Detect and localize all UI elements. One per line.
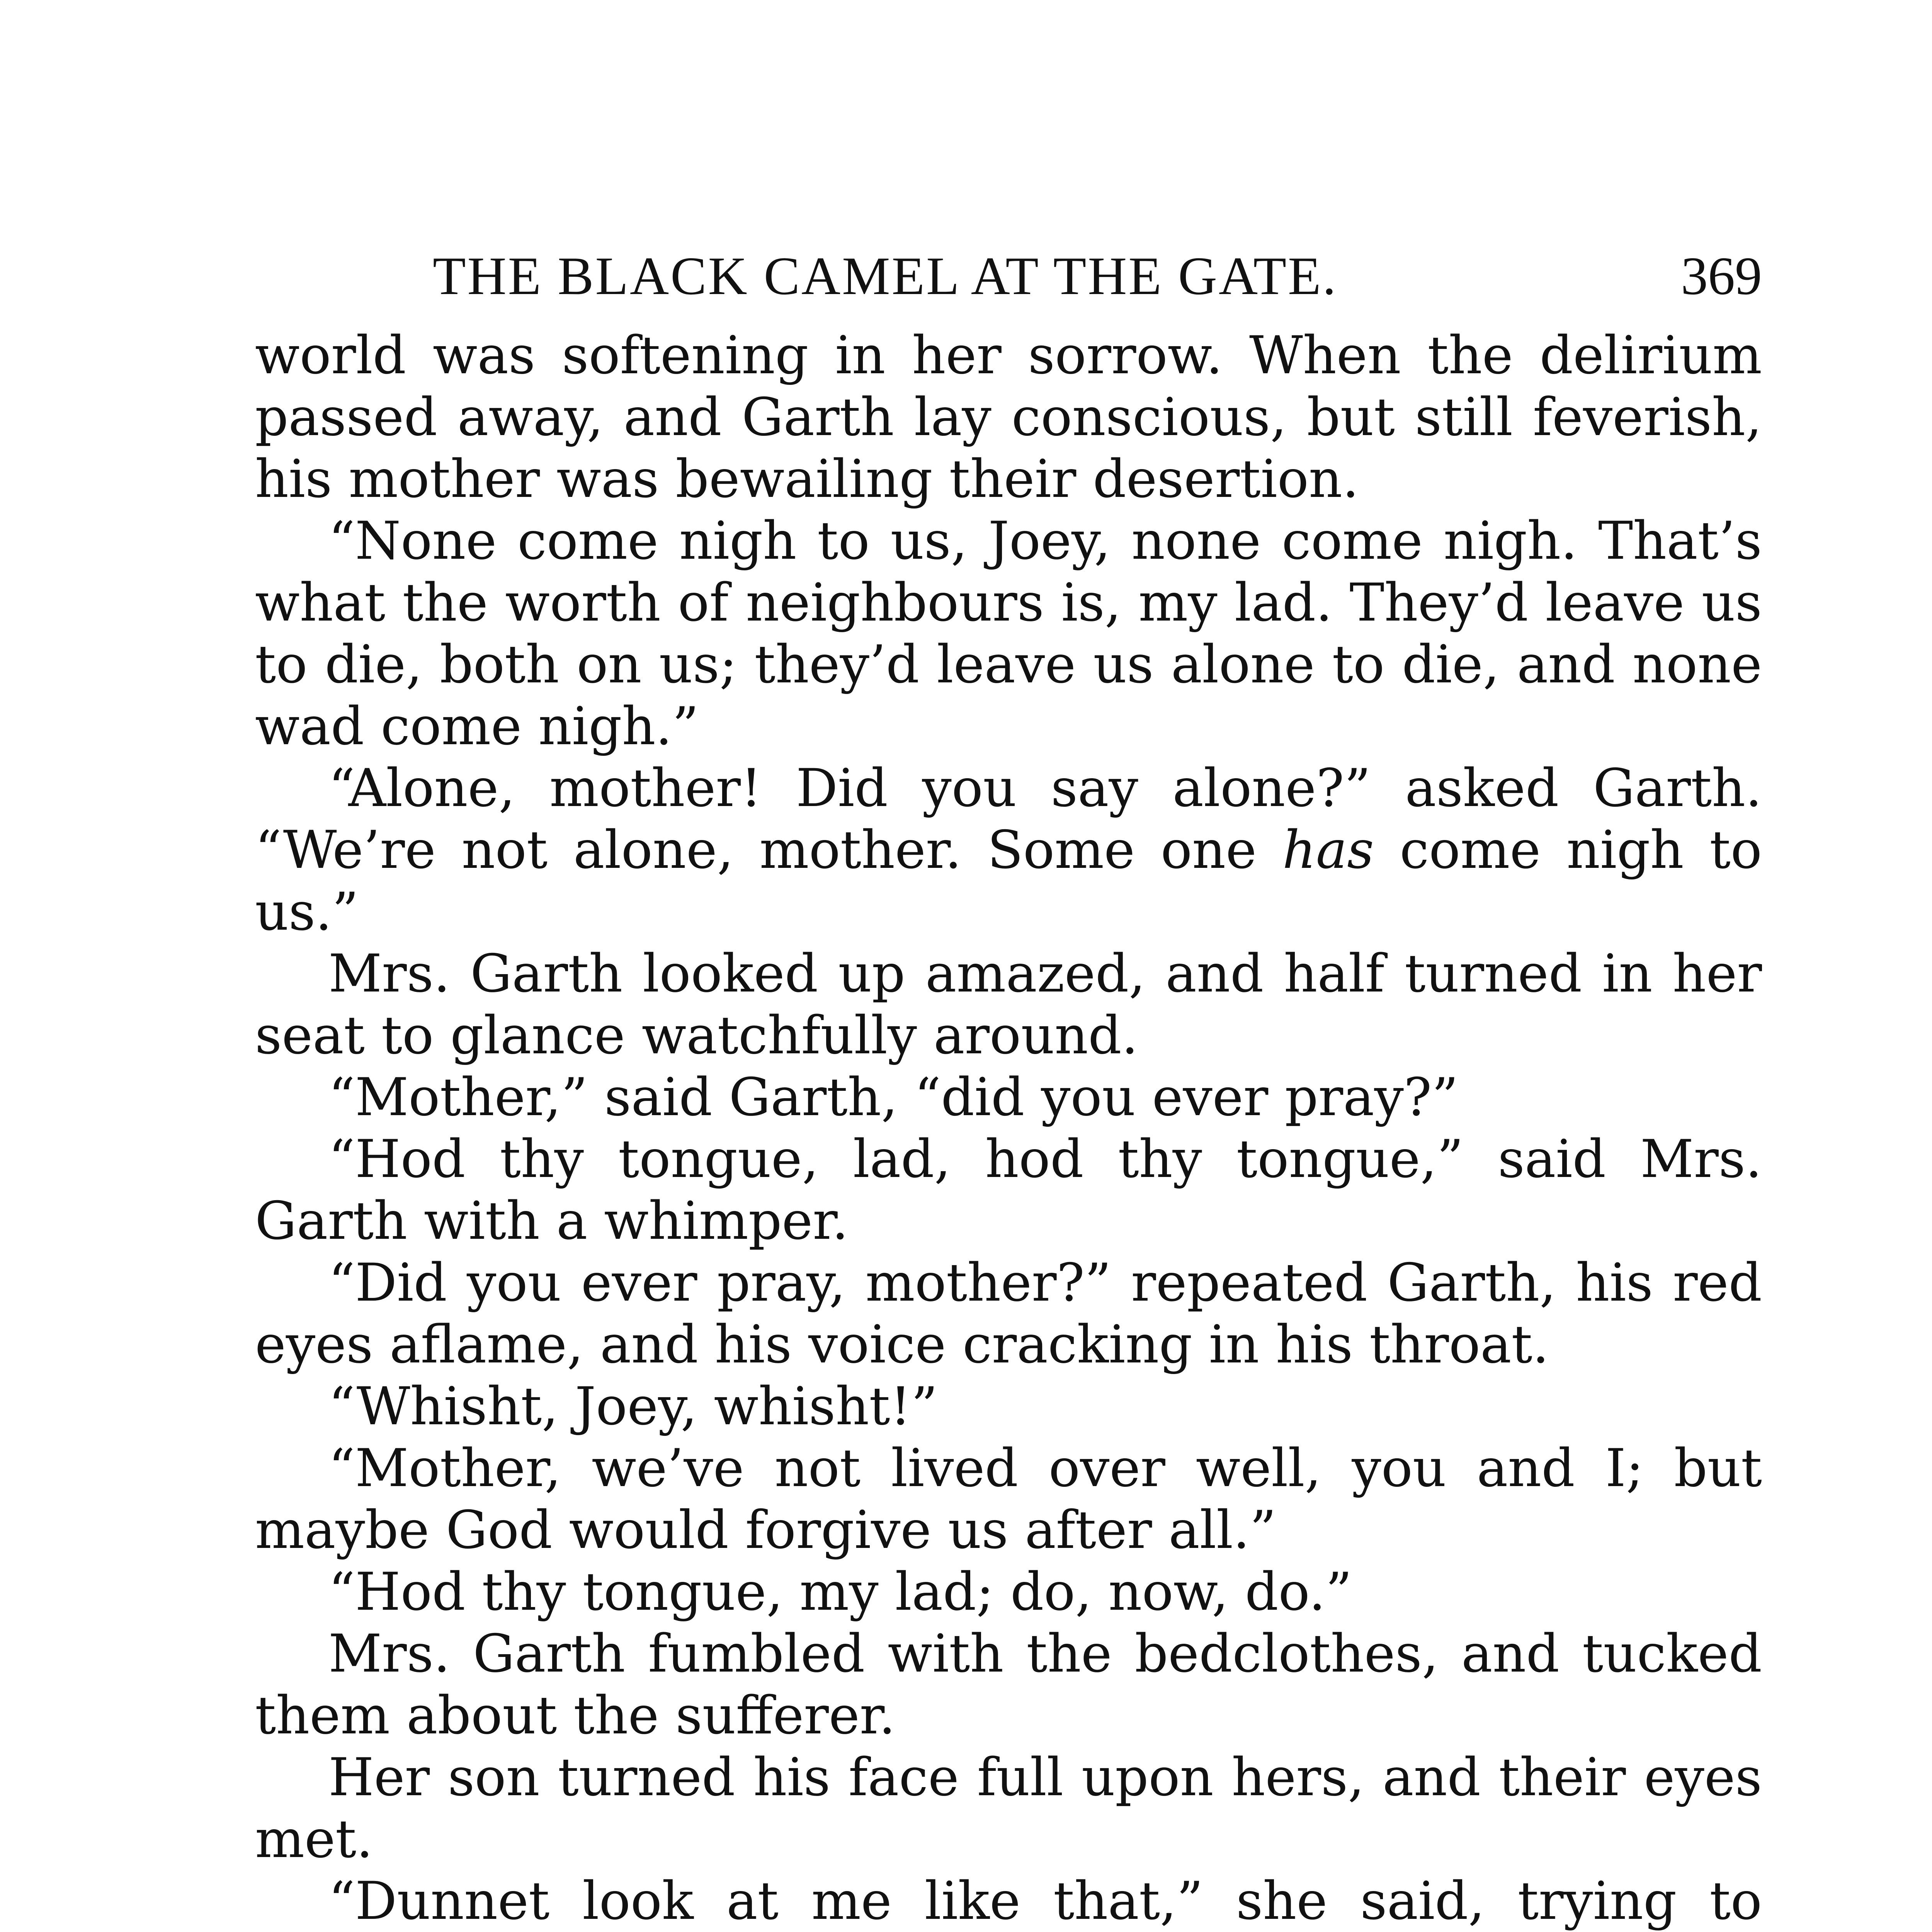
paragraph: [255, 1437, 1762, 1561]
paragraph-text: Her son turned his face full upon hers, and their eyes met.: [255, 1747, 1762, 1869]
paragraph-text: world was softening in her sorrow. When the delirium passed away, and Garth lay conscious, but still feverish, his mother was bewailing their desertion.: [255, 325, 1762, 509]
paragraph-text: “None come nigh to us, Joey, none come nigh. That’s what the worth of neighbours is, my lad. They’d leave us to die, both on us; they’d leave us alone to die, and none wad come nigh.”: [255, 510, 1762, 757]
paragraph: [255, 325, 1762, 510]
paragraph-text: “Mother, we’ve not lived over well, you and I; but maybe God would forgive us after all.”: [255, 1438, 1762, 1560]
paragraph-text: “Whisht, Joey, whisht!”: [328, 1376, 938, 1437]
paragraph: [255, 757, 1762, 943]
paragraph: [255, 943, 1762, 1066]
running-head: THE BLACK CAMEL AT THE GATE.: [433, 246, 1338, 306]
paragraph-text: “Hod thy tongue, lad, hod thy tongue,” said Mrs. Garth with a whimper.: [255, 1129, 1762, 1251]
page-header: [255, 240, 1762, 313]
paragraph: [255, 1561, 1762, 1623]
paragraph-text: “Mother,” said Garth, “did you ever pray?”: [328, 1067, 1459, 1128]
paragraph-text: “Dunnet look at me like that,” she said, trying to: [328, 1871, 1762, 1931]
paragraph: [255, 1252, 1762, 1376]
paragraph: [255, 510, 1762, 757]
paragraph: [255, 1870, 1762, 1932]
paragraph-text: “Alone, mother! Did you say alone?” asked Garth. “We’re not alone, mother. Some one: [255, 758, 1762, 880]
italic-text: has: [1282, 820, 1374, 880]
paragraph-text: come nigh to us.”: [255, 820, 1762, 942]
paragraph-text: Mrs. Garth looked up amazed, and half turned in her seat to glance watchfully around.: [255, 943, 1762, 1066]
body-text: [255, 325, 1762, 1932]
paragraph-text: “Hod thy tongue, my lad; do, now, do.”: [328, 1561, 1352, 1622]
paragraph-text: Mrs. Garth fumbled with the bedclothes, and tucked them about the sufferer.: [255, 1623, 1762, 1746]
paragraph: [255, 1066, 1762, 1128]
paragraph: [255, 1623, 1762, 1747]
paragraph-text: “Did you ever pray, mother?” repeated Garth, his red eyes aflame, and his voice cracking in his throat.: [255, 1252, 1762, 1375]
page-number: 369: [1681, 246, 1762, 306]
paragraph: [255, 1128, 1762, 1252]
paragraph: [255, 1747, 1762, 1870]
paragraph: [255, 1376, 1762, 1437]
